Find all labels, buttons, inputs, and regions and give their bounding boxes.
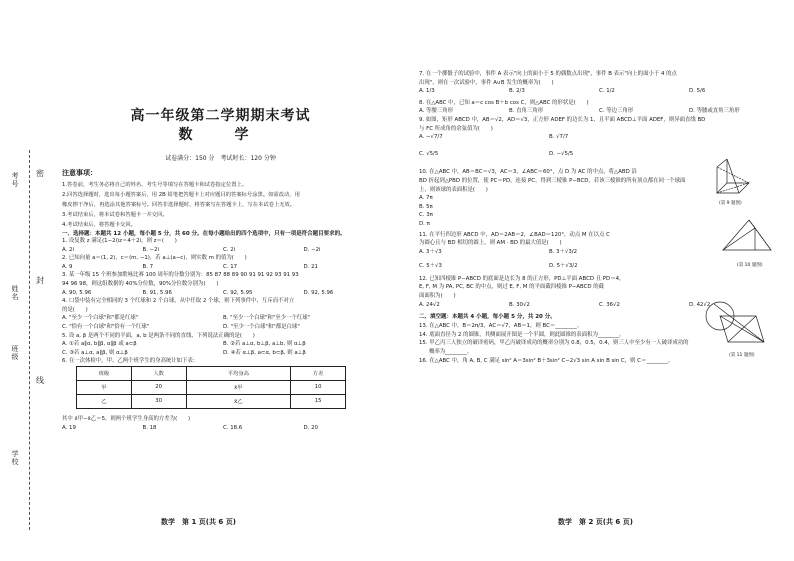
fill-question-16: 16. 在△ABC 中，角 A, B, C 满足 sin² A＝3sin² B＋3sin² C−2√3 sin A sin B sin C，则 C＝________。 — [419, 357, 674, 364]
table-cell: 20 — [131, 380, 186, 394]
table-row — [77, 394, 346, 408]
table-row — [77, 380, 346, 394]
note-item: 橡皮擦干净后，再选涂其他答案标号。回答非选择题时，将答案写在答题卡上，写在本试卷上无效。 — [62, 202, 296, 208]
figure-10-caption: (第 10 题图) — [737, 263, 763, 268]
options-q4-row2 — [62, 323, 384, 332]
option: B. √7/7 — [549, 134, 569, 141]
options-q6 — [62, 424, 384, 433]
figure-11-vector — [714, 304, 764, 342]
note-item: 1.答卷前，考生务必将自己的姓名、考生号等填写在答题卡和试卷指定位置上。 — [62, 182, 248, 188]
option: C. 等边三角形 — [599, 108, 634, 115]
option: B. "至少一个白球"和"至少一个红球" — [223, 315, 311, 322]
options-q11-row2 — [419, 262, 679, 271]
option: C. 92, 5.95 — [223, 289, 253, 296]
question-10: 10. 在△ABC 中，AB＝BC＝√3，AC＝3，∠ABC＝60°，点 D 为 AC 的中点，将△ABD 沿 — [419, 169, 637, 176]
table-cell: x̄乙 — [186, 394, 291, 408]
option: C. 18.6 — [223, 424, 243, 431]
cut-mark-xian: 线 — [36, 376, 44, 385]
option: C. 2i — [223, 246, 236, 253]
options-q2 — [62, 263, 384, 272]
option: B. 30√2 — [509, 301, 530, 308]
question-3: 3. 某一年级 15 个班参加歌咏比赛 100 周年的分数分别为：85 87 88 89 90 91 91 92 93 91 93 — [62, 272, 299, 279]
figure-9 — [709, 155, 767, 200]
height-table — [76, 366, 346, 409]
option: A. 90, 5.96 — [62, 289, 92, 296]
question-6: 6. 在一次体检中，甲、乙两个班学生的身高统计如下表： — [62, 358, 199, 365]
option: A. 7π — [419, 195, 433, 202]
fill-question-15-cont: 概率为________。 — [429, 349, 473, 356]
notes-title: 注意事项： — [62, 169, 97, 177]
option: A. −√7/7 — [419, 134, 443, 141]
options-q4-row1 — [62, 314, 384, 323]
question-8: 8. 在△ABC 中，已知 a＝c cos B＋b cos C，则△ABC 的形状是( ) — [419, 99, 589, 106]
cut-mark-mi: 密 — [36, 169, 44, 178]
page-right — [397, 0, 794, 561]
option: D. 20 — [303, 424, 318, 431]
option: A. 19 — [62, 424, 76, 431]
cut-mark-feng: 封 — [36, 276, 44, 285]
notes-list — [62, 180, 382, 230]
options-q3 — [62, 289, 384, 298]
section-heading: 一、选择题：本题共 12 小题，每小题 5 分，共 60 分。在每小题给出的四个选项中，只有一项是符合题目要求的。 — [62, 231, 346, 237]
option: C. 3π — [419, 212, 433, 219]
option: B. 3＋√3/2 — [549, 248, 578, 255]
question-9-cont: 与 FC 所成角的余弦值为( ) — [419, 125, 493, 132]
option: D. 92, 5.96 — [303, 289, 334, 296]
figure-10 — [719, 218, 779, 260]
option: D. 21 — [303, 263, 318, 270]
options-q5-row2 — [62, 349, 384, 358]
option: D. −2i — [303, 246, 321, 253]
option: C. √5/5 — [419, 150, 439, 157]
table-cell: 30 — [131, 394, 186, 408]
option: A. 24√2 — [419, 301, 440, 308]
option: D. "至少一个白球"和"都是白球" — [223, 323, 300, 330]
question-6-after: 其中 x̄甲−x̄乙＝5，则两个班学生身高的方差为( ) — [62, 415, 191, 422]
option: D. 5/6 — [689, 88, 706, 95]
section-1 — [62, 229, 384, 432]
option: D. −√5/5 — [549, 150, 574, 157]
option: B. 直角三角形 — [509, 108, 544, 115]
option: A. "至少一个白球"和"都是红球" — [62, 315, 139, 322]
table-header-cell: 方差 — [291, 366, 346, 380]
exam-subject: 数 学 — [178, 127, 263, 143]
option: B. −2i — [142, 246, 160, 253]
option: C. 17 — [223, 263, 238, 270]
page-footer-right: 数学 第 2 页(共 6 页) — [558, 518, 633, 526]
table-cell: 乙 — [77, 394, 132, 408]
question-1: 1. 设复数 z 满足(1−2i)z＝4＋2i，则 z＝( ) — [62, 238, 177, 244]
options-q11-row1 — [419, 248, 679, 257]
page-footer-left: 数学 第 1 页(共 6 页) — [161, 518, 236, 526]
note-item: 4.考试结束后，将答题卡交回。 — [62, 222, 136, 228]
table-header-cell: 平均身高 — [186, 366, 291, 380]
fill-question-15: 15. 甲乙丙三人独立的破译密码，甲乙丙破译成功的概率分别为 0.8，0.5，0.4，则三人中至少有一人破译成功的 — [419, 340, 689, 347]
fill-question-14: 14. 底面直径为 2 的圆锥，其侧面展开图是一个半圆，则此圆锥的表面积为________。 — [419, 331, 625, 338]
option: C. 5＋√3 — [419, 263, 442, 270]
option: D. 5＋√3/2 — [549, 263, 578, 270]
option: D. ④若 α⊥β, a⊂α, b⊂β, 则 a⊥β — [223, 349, 306, 356]
option: C. "恰有一个白球"和"恰有一个红球" — [62, 323, 150, 330]
section-2-heading: 二、填空题：本题共 4 小题，每小题 5 分，共 20 分。 — [419, 314, 556, 321]
question-12: 12. 已知四棱锥 P−ABCD 的底面是边长为 8 的正方形，PD⊥平面 ABCD 且 PD＝4， — [419, 275, 625, 282]
options-q7 — [419, 87, 779, 96]
table-header-cell: 人数 — [131, 366, 186, 380]
option: D. π — [419, 220, 430, 227]
question-10-cont2: 上，则该球的表面积是( ) — [419, 186, 488, 193]
options-q5-row1 — [62, 340, 384, 349]
question-2: 2. 已知向量 a＝(1, 2)，c＝(m, −1)，若 a⊥(a−c)，则实数 m 的值为( ) — [62, 255, 247, 262]
table-cell: 10 — [291, 380, 346, 394]
option: B. 2/3 — [509, 88, 525, 95]
option: B. 7 — [142, 263, 154, 270]
question-3-cont: 94 96 98，则这组数据的 40%分位数，90%分位数分别为( ) — [62, 280, 219, 287]
option: A. 9 — [62, 263, 73, 270]
option: C. ③若 a⊥α, a∥β, 则 α⊥β — [62, 349, 128, 356]
option: C. 36√2 — [599, 301, 620, 308]
question-12-cont: E, F, M 为 PA, PC, BC 的中点，则过 E, F, M 的平面截四棱锥 P−ABCD 的截 — [419, 284, 605, 291]
option: B. ②若 a⊥α, b⊥β, a⊥b, 则 α⊥β — [223, 341, 306, 348]
table-header-row — [77, 366, 346, 380]
options-q9-row2 — [419, 150, 679, 159]
table-cell: 甲 — [77, 380, 132, 394]
option: A. ①若 a∥α, b∥β, α∥β 或 a⊂β — [62, 341, 137, 348]
figure-11 — [704, 298, 769, 348]
option: B. 91, 5.96 — [142, 289, 172, 296]
field-label-class: 班级 — [11, 345, 19, 361]
option: D. 等腰或直角三角形 — [689, 108, 740, 115]
question-4-cont: 的是( ) — [62, 306, 88, 313]
options-q1 — [62, 246, 384, 255]
question-11: 11. 在平行四边形 ABCD 中，AD＝2AB＝2，∠BAD＝120°，动点 M 在以点 C — [419, 231, 610, 238]
binding-margin — [0, 0, 58, 561]
exam-title: 高一年级第二学期期末考试 — [130, 108, 311, 124]
question-5: 5. 设 a, β 是两个不同的平面，a, b 是两条不同的直线，下列说法正确的是( ) — [62, 332, 255, 339]
option: A. 3＋√3 — [419, 248, 442, 255]
option: C. 1/2 — [599, 88, 615, 95]
figure-11-caption: (第 11 题图) — [729, 353, 755, 358]
question-11-cont: 为圆心且与 BD 相切的圆上，则 AM · BD 的最大值是( ) — [419, 240, 562, 247]
figure-9-edge — [717, 159, 727, 167]
option: D. 42√2 — [689, 301, 711, 308]
options-q9-row1 — [419, 133, 679, 142]
question-4: 4. 口袋中装有完全相同的 3 个红球和 2 个白球，从中任取 2 个球，则下列事件中，互斥而不对立 — [62, 298, 295, 305]
figure-10-triangle — [723, 228, 771, 250]
option: A. 2i — [62, 246, 74, 253]
question-7: 7. 在一个掷骰子的试验中，事件 A 表示"向上的面小于 5 的偶数点出现"，事件 B 表示"向上的面小于 4 的点 — [419, 71, 677, 77]
option: B. 5π — [419, 203, 433, 210]
table-cell: x̄甲 — [186, 380, 291, 394]
table-header-cell: 班级 — [77, 366, 132, 380]
question-10-cont: BD 折起到△PBD 的位置，使 PC＝PD，连接 PC，得到三棱锥 P−BCD，若该三棱锥的所有顶点都在同一个球面 — [419, 177, 686, 184]
fill-question-13: 13. 在△ABC 中，B＝2π/3，AC＝√7，AB＝1，则 BC＝________。 — [419, 323, 583, 330]
table-cell: 15 — [291, 394, 346, 408]
figure-9-caption: (第 9 题图) — [719, 201, 742, 206]
field-label-kaohao: 考号 — [11, 172, 19, 188]
question-9: 9. 如图，矩形 ABCD 中，AB＝√2，AD＝√3，正方形 ADEF 的边长为 1，且平面 ABCD⊥平面 ADEF，则异面直线 BD — [419, 116, 706, 123]
question-7-cont: 出现"，则在一次试验中，事件 A∪B 发生的概率为( ) — [419, 79, 554, 86]
note-item: 2.回答选择题时，选出每小题答案后，用 2B 铅笔把答题卡上对应题目的答案标号涂黑。如需改动，用 — [62, 192, 300, 198]
question-12-cont2: 面面积为( ) — [419, 293, 456, 300]
option: A. 1/3 — [419, 88, 435, 95]
note-item: 3.考试结束后，将本试卷和答题卡一并交回。 — [62, 212, 168, 218]
cut-line — [29, 150, 30, 530]
field-label-school: 学校 — [11, 450, 19, 466]
exam-info: 试卷满分：150 分 考试时长：120 分钟 — [165, 155, 276, 162]
option: B. 18 — [142, 424, 157, 431]
options-q8 — [419, 107, 779, 116]
field-label-name: 姓名 — [11, 285, 19, 301]
option: A. 等腰三角形 — [419, 108, 453, 115]
